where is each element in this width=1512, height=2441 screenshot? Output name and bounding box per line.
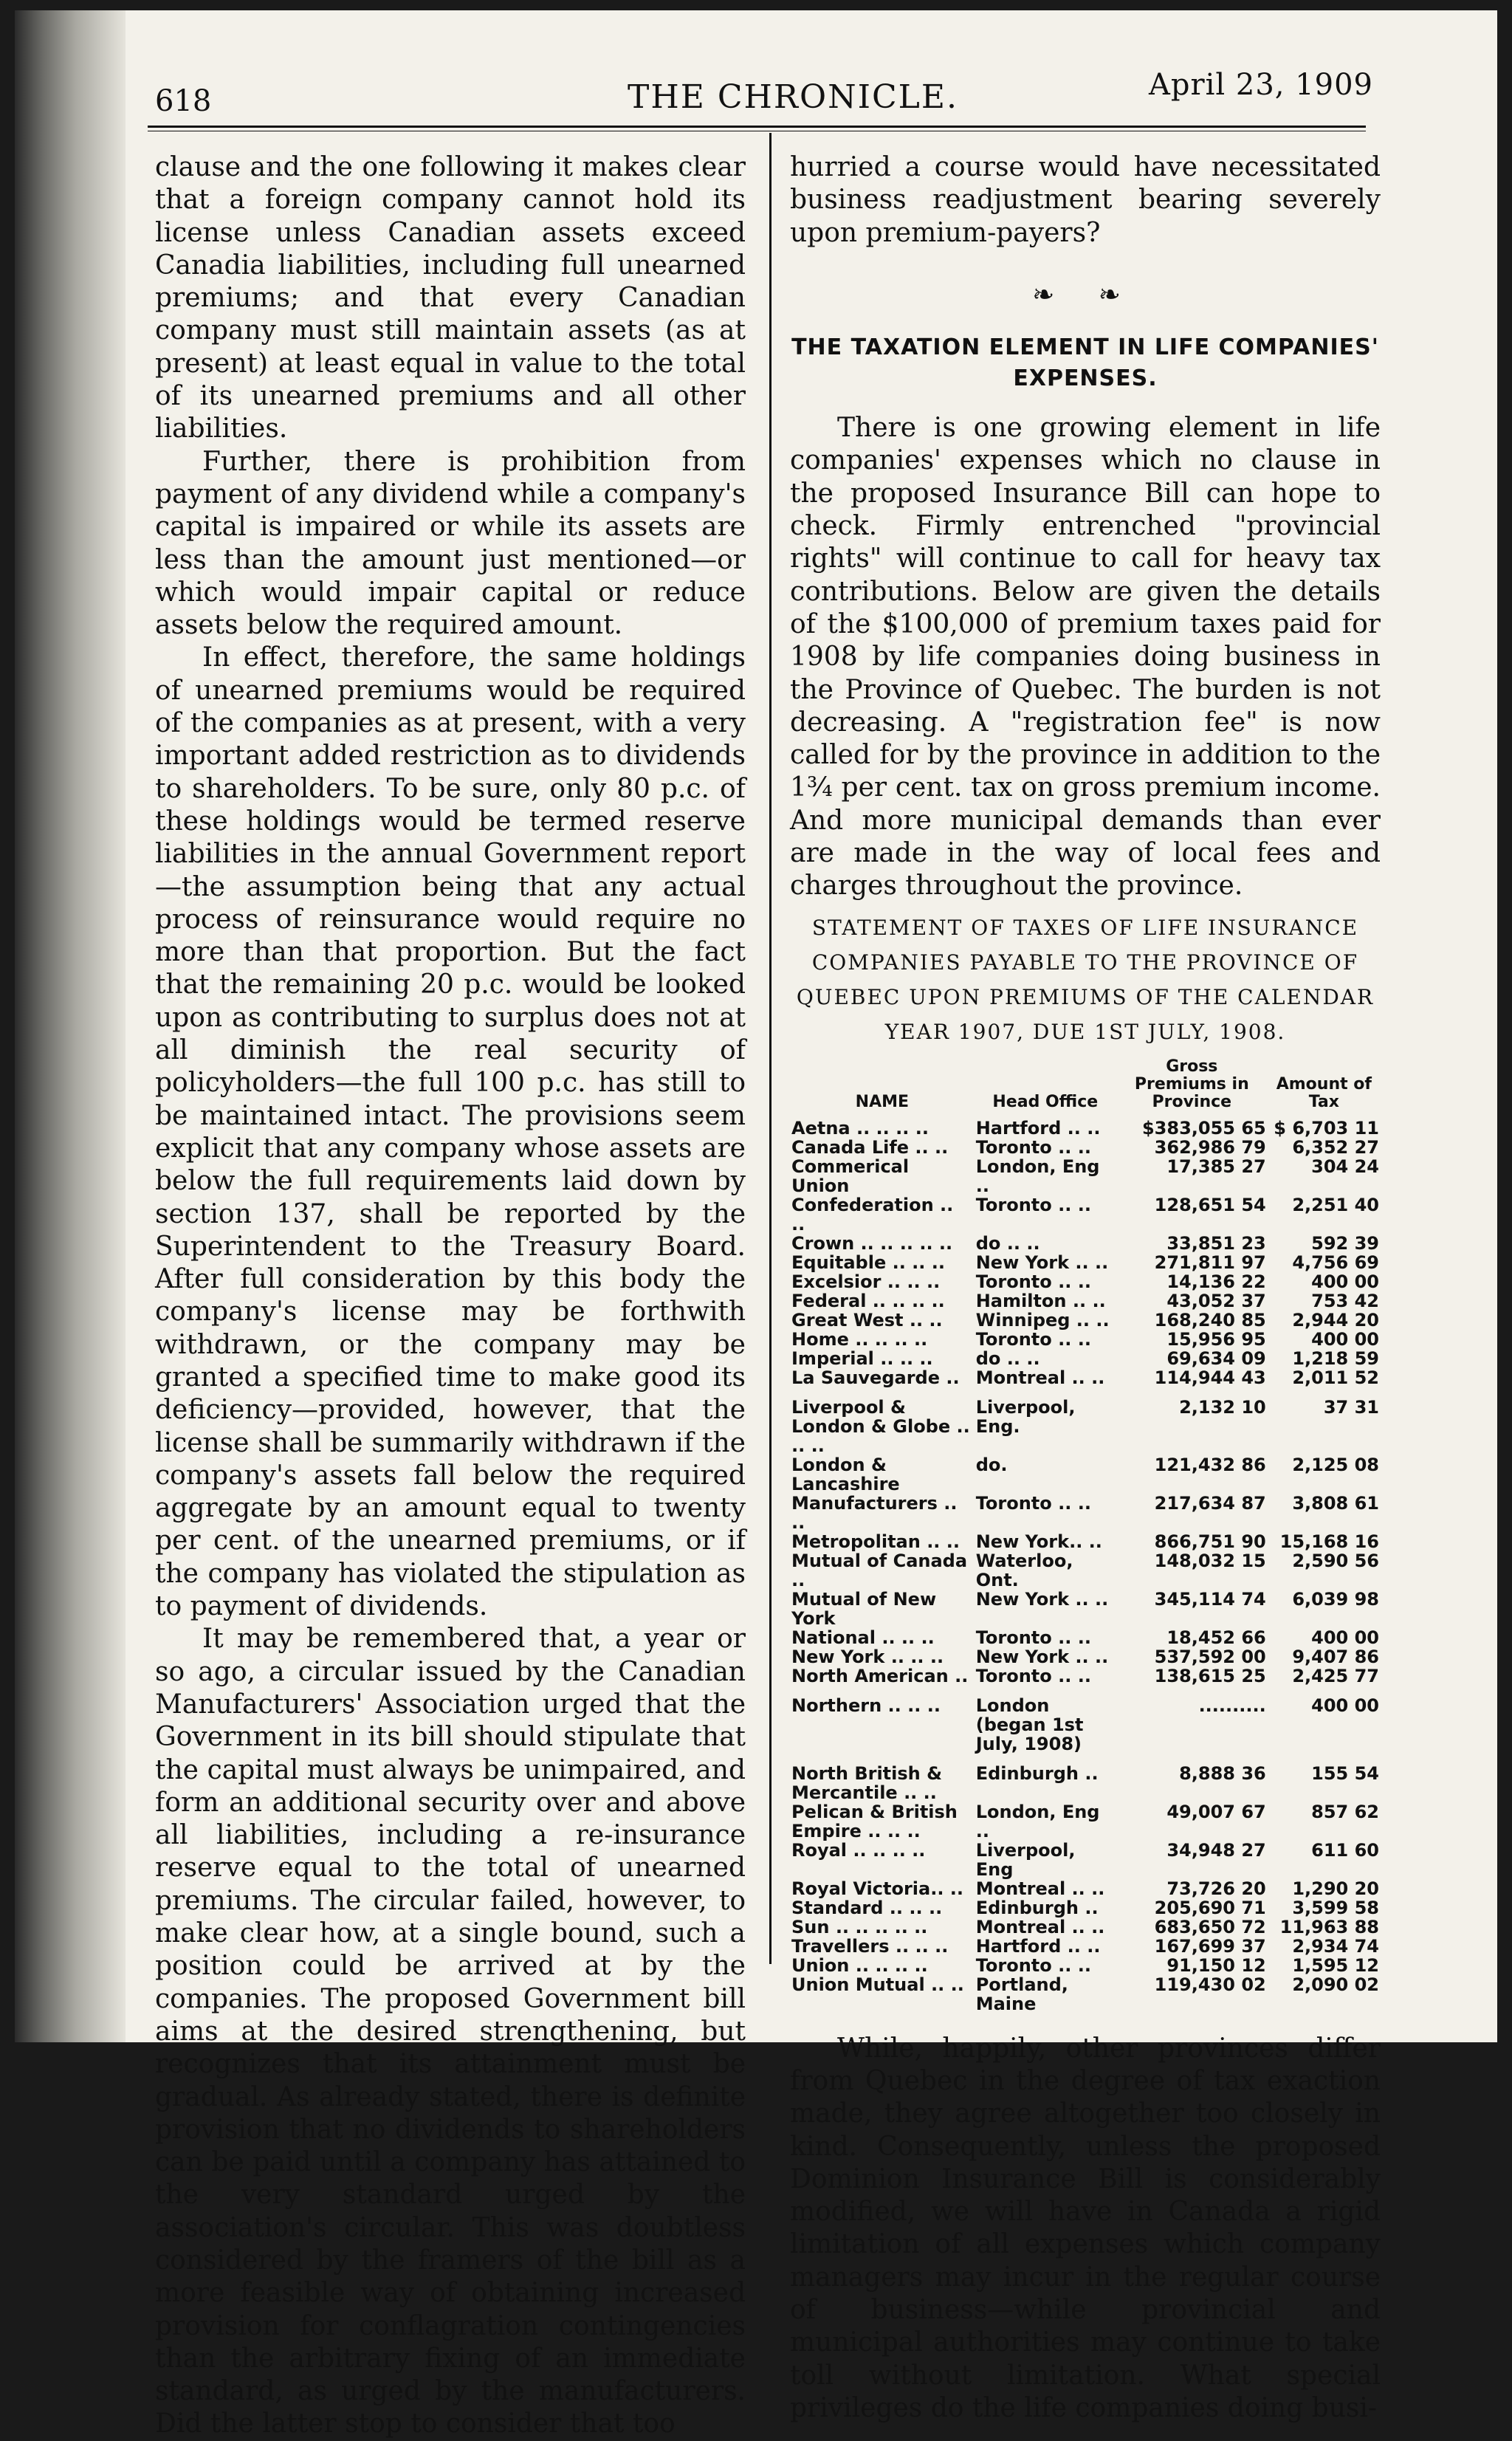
table-row xyxy=(790,1551,1381,1590)
premiums-cell: 34,948 27 xyxy=(1166,1839,1266,1861)
premiums-cell: 168,240 85 xyxy=(1154,1309,1266,1331)
company-name-cell: North American .. xyxy=(791,1665,969,1686)
premiums-cell: 205,690 71 xyxy=(1154,1897,1266,1918)
table-row xyxy=(790,1349,1381,1368)
head-office-cell: Waterloo, Ont. xyxy=(975,1550,1073,1590)
premiums-cell: 43,052 37 xyxy=(1166,1290,1266,1311)
table-row xyxy=(790,1754,1381,1802)
head-office-cell: Toronto .. .. xyxy=(975,1271,1091,1292)
premiums-cell: 537,592 00 xyxy=(1154,1646,1266,1667)
statement-title: STATEMENT OF TAXES OF LIFE INSURANCE COMPANIES PAYABLE TO THE PROVINCE OF QUEBEC UPON PREMIUMS OF THE CALENDAR YEAR 1907, DUE 1ST JULY, 1908. xyxy=(796,915,1375,1044)
column-header-name: NAME xyxy=(855,1092,910,1111)
tax-cell: 400 00 xyxy=(1311,1271,1379,1292)
tax-cell: 592 39 xyxy=(1311,1232,1379,1254)
table-row xyxy=(790,1686,1381,1754)
head-office-cell: Toronto .. .. xyxy=(975,1136,1091,1158)
premiums-cell: 217,634 87 xyxy=(1154,1492,1266,1514)
head-office-cell: Toronto .. .. xyxy=(975,1328,1091,1350)
company-name-cell: Travellers .. .. .. xyxy=(791,1935,949,1957)
premiums-cell: 2,132 10 xyxy=(1179,1396,1266,1418)
premiums-cell: 73,726 20 xyxy=(1166,1878,1266,1899)
tax-cell: 1,290 20 xyxy=(1292,1878,1379,1899)
tax-cell: 3,599 58 xyxy=(1292,1897,1379,1918)
paragraph: In effect, therefore, the same holdings of unearned premiums would be required of the companies as at present, with a very important added restriction as to dividends to shareholders. To be sure, only 80 p.c. of these holdings would be termed reserve liabilities in the annual Government report —the assumption being that any actual process of reinsurance would require no more than that proportion. But the fact that the remaining 20 p.c. would be looked upon as contributing to surplus does not at all diminish the real security of policyholders—the full 100 p.c. has still to be maintained intact. The provisions seem explicit that any company whose assets are below the full requirements laid down by section 137, shall be reported by the Superintendent to the Treasury Board. After full consideration by this body the company's license may be forthwith withdrawn, or the company may be granted a specified time to make good its deficiency—provided, however, that the license shall be summarily withdrawn if the company's assets fall below the required aggregate by an amount equal to twenty per cent. of the unearned premiums, or if the company has violated the stipulation as to payment of dividends. xyxy=(155,642,746,1622)
company-name-cell: Metropolitan .. .. xyxy=(791,1531,961,1552)
article-title: THE TAXATION ELEMENT IN LIFE COMPANIES' EXPENSES. xyxy=(791,334,1379,392)
company-name-cell: Confederation .. .. xyxy=(791,1194,954,1235)
company-name-cell: Standard .. .. .. xyxy=(791,1897,943,1918)
column-header-amount-of-tax: Amount of Tax xyxy=(1276,1074,1372,1111)
tax-cell: 400 00 xyxy=(1311,1695,1379,1716)
company-name-cell: Union .. .. .. .. xyxy=(791,1954,928,1976)
premiums-cell: 121,432 86 xyxy=(1154,1454,1266,1475)
premiums-cell: .......... xyxy=(1198,1695,1266,1716)
table-row xyxy=(790,1455,1381,1494)
tax-cell: 753 42 xyxy=(1311,1290,1379,1311)
tax-cell: 2,425 77 xyxy=(1292,1665,1379,1686)
premiums-cell: 138,615 25 xyxy=(1154,1665,1266,1686)
table-row xyxy=(790,1975,1381,2013)
premiums-cell: 683,650 72 xyxy=(1154,1916,1266,1937)
table-row xyxy=(790,1234,1381,1253)
premiums-cell: 14,136 22 xyxy=(1166,1271,1266,1292)
head-office-cell: Toronto .. .. xyxy=(975,1627,1091,1648)
premiums-cell: 49,007 67 xyxy=(1166,1801,1266,1822)
tax-cell: 2,251 40 xyxy=(1292,1194,1379,1215)
tax-cell: 304 24 xyxy=(1311,1156,1379,1177)
left-column xyxy=(155,151,746,2441)
premiums-cell: $383,055 65 xyxy=(1141,1117,1266,1139)
head-office-cell: London (began 1st July, 1908) xyxy=(975,1695,1084,1754)
company-name-cell: Sun .. .. .. .. .. xyxy=(791,1916,928,1937)
tax-cell: $ 6,703 11 xyxy=(1274,1117,1379,1139)
head-office-cell: Toronto .. .. xyxy=(975,1665,1091,1686)
head-office-cell: New York.. .. xyxy=(975,1531,1102,1552)
table-row xyxy=(790,1494,1381,1532)
tax-cell: 155 54 xyxy=(1311,1762,1379,1784)
tax-cell: 2,125 08 xyxy=(1292,1454,1379,1475)
head-office-cell: London, Eng .. xyxy=(975,1801,1100,1841)
company-name-cell: Aetna .. .. .. .. xyxy=(791,1117,929,1139)
premiums-cell: 362,986 79 xyxy=(1154,1136,1266,1158)
tax-cell: 2,934 74 xyxy=(1292,1935,1379,1957)
page-header xyxy=(155,68,1373,127)
company-name-cell: Mutual of New York xyxy=(791,1588,937,1629)
head-office-cell: Montreal .. .. xyxy=(975,1916,1105,1937)
head-office-cell: do. xyxy=(975,1454,1008,1475)
company-name-cell: Commerical Union xyxy=(791,1156,910,1196)
table-row xyxy=(790,1368,1381,1387)
head-office-cell: London, Eng .. xyxy=(975,1156,1100,1196)
head-office-cell: New York .. .. xyxy=(975,1252,1109,1273)
tax-cell: 400 00 xyxy=(1311,1627,1379,1648)
table-row xyxy=(790,1628,1381,1647)
head-office-cell: Edinburgh .. xyxy=(975,1897,1099,1918)
tax-cell: 857 62 xyxy=(1311,1801,1379,1822)
column-divider xyxy=(769,133,772,1964)
table-row xyxy=(790,1918,1381,1937)
premiums-cell: 17,385 27 xyxy=(1166,1156,1266,1177)
premiums-cell: 167,699 37 xyxy=(1154,1935,1266,1957)
premiums-cell: 8,888 36 xyxy=(1179,1762,1266,1784)
table-row xyxy=(790,1841,1381,1879)
company-name-cell: Pelican & British Empire .. .. .. xyxy=(791,1801,958,1841)
tax-cell: 1,595 12 xyxy=(1292,1954,1379,1976)
tax-cell: 2,944 20 xyxy=(1292,1309,1379,1331)
tax-cell: 11,963 88 xyxy=(1279,1916,1379,1937)
company-name-cell: Manufacturers .. .. xyxy=(791,1492,958,1533)
company-name-cell: New York .. .. .. xyxy=(791,1646,944,1667)
company-name-cell: Federal .. .. .. .. xyxy=(791,1290,945,1311)
premiums-cell: 128,651 54 xyxy=(1154,1194,1266,1215)
table-row xyxy=(790,1138,1381,1157)
company-name-cell: La Sauvegarde .. xyxy=(791,1367,960,1388)
tax-cell: 4,756 69 xyxy=(1292,1252,1379,1273)
tax-cell: 3,808 61 xyxy=(1292,1492,1379,1514)
head-office-cell: do .. .. xyxy=(975,1347,1040,1369)
head-office-cell: Portland, Maine xyxy=(975,1974,1068,2014)
tax-cell: 9,407 86 xyxy=(1292,1646,1379,1667)
premiums-cell: 91,150 12 xyxy=(1166,1954,1266,1976)
table-row xyxy=(790,1195,1381,1234)
premiums-cell: 345,114 74 xyxy=(1154,1588,1266,1610)
premiums-cell: 866,751 90 xyxy=(1154,1531,1266,1552)
table-row xyxy=(790,1532,1381,1551)
paragraph: clause and the one following it makes clear that a foreign company cannot hold its license unless Canadian assets exceed Canadia liabilities, including full unearned premiums; and that every Canadian company must still maintain assets (as at present) at least equal in value to the total of its unearned premiums and all other liabilities. xyxy=(155,152,746,444)
page-number: 618 xyxy=(155,84,212,118)
tax-cell: 37 31 xyxy=(1323,1396,1379,1418)
company-name-cell: Great West .. .. xyxy=(791,1309,943,1331)
table-row xyxy=(790,1311,1381,1330)
premiums-cell: 119,430 02 xyxy=(1154,1974,1266,1995)
head-office-cell: New York .. .. xyxy=(975,1646,1109,1667)
tax-cell: 2,011 52 xyxy=(1292,1367,1379,1388)
head-office-cell: Liverpool, Eng. xyxy=(975,1396,1076,1437)
premiums-cell: 33,851 23 xyxy=(1166,1232,1266,1254)
premiums-cell: 18,452 66 xyxy=(1166,1627,1266,1648)
table-row xyxy=(790,1387,1381,1455)
tax-table xyxy=(790,1055,1381,2013)
table-header-row xyxy=(790,1055,1381,1119)
head-office-cell: Edinburgh .. xyxy=(975,1762,1099,1784)
premiums-cell: 148,032 15 xyxy=(1154,1550,1266,1571)
table-row xyxy=(790,1291,1381,1311)
premiums-cell: 69,634 09 xyxy=(1166,1347,1266,1369)
company-name-cell: North British & Mercantile .. .. xyxy=(791,1762,943,1803)
table-row xyxy=(790,1666,1381,1686)
company-name-cell: Mutual of Canada .. xyxy=(791,1550,968,1590)
table-row xyxy=(790,1956,1381,1975)
tax-cell: 400 00 xyxy=(1311,1328,1379,1350)
head-office-cell: Hamilton .. .. xyxy=(975,1290,1106,1311)
paragraph: Further, there is prohibition from payment of any dividend while a company's capital is impaired or while its assets are less than the amount just mentioned—or which would impair capital or reduce assets below the required amount. xyxy=(155,446,746,641)
tax-cell: 6,352 27 xyxy=(1292,1136,1379,1158)
company-name-cell: Union Mutual .. .. xyxy=(791,1974,964,1995)
company-name-cell: Liverpool & London & Globe .. .. .. xyxy=(791,1396,970,1456)
tax-cell: 2,090 02 xyxy=(1292,1974,1379,1995)
head-office-cell: Toronto .. .. xyxy=(975,1492,1091,1514)
tax-cell: 611 60 xyxy=(1311,1839,1379,1861)
table-row xyxy=(790,1330,1381,1349)
head-office-cell: Toronto .. .. xyxy=(975,1194,1091,1215)
table-row xyxy=(790,1898,1381,1918)
premiums-cell: 271,811 97 xyxy=(1154,1252,1266,1273)
company-name-cell: Northern .. .. .. xyxy=(791,1695,941,1716)
column-header-head-office: Head Office xyxy=(992,1092,1099,1111)
tax-cell: 1,218 59 xyxy=(1292,1347,1379,1369)
company-name-cell: Royal .. .. .. .. xyxy=(791,1839,926,1861)
fleuron-ornament: ❧ ❧ xyxy=(1032,279,1138,310)
head-office-cell: Hartford .. .. xyxy=(975,1117,1101,1139)
running-title: THE CHRONICLE. xyxy=(628,78,958,116)
table-row xyxy=(790,1272,1381,1291)
tax-cell: 2,590 56 xyxy=(1292,1550,1379,1571)
company-name-cell: Home .. .. .. .. xyxy=(791,1328,928,1350)
table-row xyxy=(790,1937,1381,1956)
tax-cell: 15,168 16 xyxy=(1279,1531,1379,1552)
head-office-cell: Hartford .. .. xyxy=(975,1935,1101,1957)
right-column xyxy=(790,151,1381,2425)
company-name-cell: Equitable .. .. .. xyxy=(791,1252,946,1273)
table-row xyxy=(790,1802,1381,1841)
table-row xyxy=(790,1590,1381,1628)
premiums-cell: 114,944 43 xyxy=(1154,1367,1266,1388)
header-rule xyxy=(148,126,1366,128)
continuation-paragraph: hurried a course would have necessitated business readjustment bearing severely upon premium-payers? xyxy=(790,152,1381,248)
company-name-cell: Canada Life .. .. xyxy=(791,1136,949,1158)
paragraph: It may be remembered that, a year or so ago, a circular issued by the Canadian Manufacturers' Association urged that the Government in its bill should stipulate that the capital must always be unimpaired, and form an additional security over and above all liabilities, including a re-insurance reserve equal to the total of unearned premiums. The circular failed, however, to make clear how, at a single bound, such a position could be arrived at by the companies. The proposed Government bill aims at the desired strengthening, but recognizes that its attainment must be gradual. As already stated, there is definite provision that no dividends to shareholders can be paid until a company has attained to the very standard urged by the association's circular. This was doubtless considered by the framers of the bill as a more feasible way of obtaining increased provision for conflagration contingencies than the arbitrary fixing of an immediate standard, as urged by the manufacturers. Did the latter stop to consider that too xyxy=(155,1624,746,2440)
closing-paragraph: While, happily, other provinces differ from Quebec in the degree of tax exaction made, they agree altogether too closely in kind. Consequently, unless the proposed Dominion Insurance Bill is considerably modified, we will have in Canada a rigid limitation of all expenses which company managers may incur in the regular course of business—while provincial and municipal authorities may continue to take toll without limitation. What special privileges do the life companies doing busi- xyxy=(790,2033,1381,2423)
issue-date: April 23, 1909 xyxy=(1148,68,1373,102)
table-row xyxy=(790,1157,1381,1195)
premiums-cell: 15,956 95 xyxy=(1166,1328,1266,1350)
head-office-cell: Montreal .. .. xyxy=(975,1367,1105,1388)
company-name-cell: Imperial .. .. .. xyxy=(791,1347,933,1369)
head-office-cell: Liverpool, Eng xyxy=(975,1839,1076,1880)
table-row xyxy=(790,1253,1381,1272)
table-body xyxy=(790,1119,1381,2013)
company-name-cell: Royal Victoria.. .. xyxy=(791,1878,964,1899)
table-row xyxy=(790,1647,1381,1666)
company-name-cell: National .. .. .. xyxy=(791,1627,935,1648)
table-row xyxy=(790,1119,1381,1138)
head-office-cell: New York .. .. xyxy=(975,1588,1109,1610)
tax-cell: 6,039 98 xyxy=(1292,1588,1379,1610)
head-office-cell: Toronto .. .. xyxy=(975,1954,1091,1976)
company-name-cell: London & Lancashire xyxy=(791,1454,900,1494)
article-intro: There is one growing element in life companies' expenses which no clause in the proposed Insurance Bill can hope to check. Firmly entrenched "provincial rights" will continue to call for heavy tax contributions. Below are given the details of the $100,000 of premium taxes paid for 1908 by life companies doing business in the Province of Quebec. The burden is not decreasing. A "registration fee" is now called for by the province in addition to the 1¾ per cent. tax on gross premium income. And more municipal demands than ever are made in the way of local fees and charges throughout the province. xyxy=(790,413,1381,902)
column-header-gross-premiums: Gross Premiums in Province xyxy=(1134,1057,1249,1111)
company-name-cell: Crown .. .. .. .. .. xyxy=(791,1232,953,1254)
head-office-cell: Winnipeg .. .. xyxy=(975,1309,1110,1331)
head-office-cell: Montreal .. .. xyxy=(975,1878,1105,1899)
book-binding-shadow xyxy=(15,10,126,2042)
company-name-cell: Excelsior .. .. .. xyxy=(791,1271,941,1292)
table-row xyxy=(790,1879,1381,1898)
head-office-cell: do .. .. xyxy=(975,1232,1040,1254)
